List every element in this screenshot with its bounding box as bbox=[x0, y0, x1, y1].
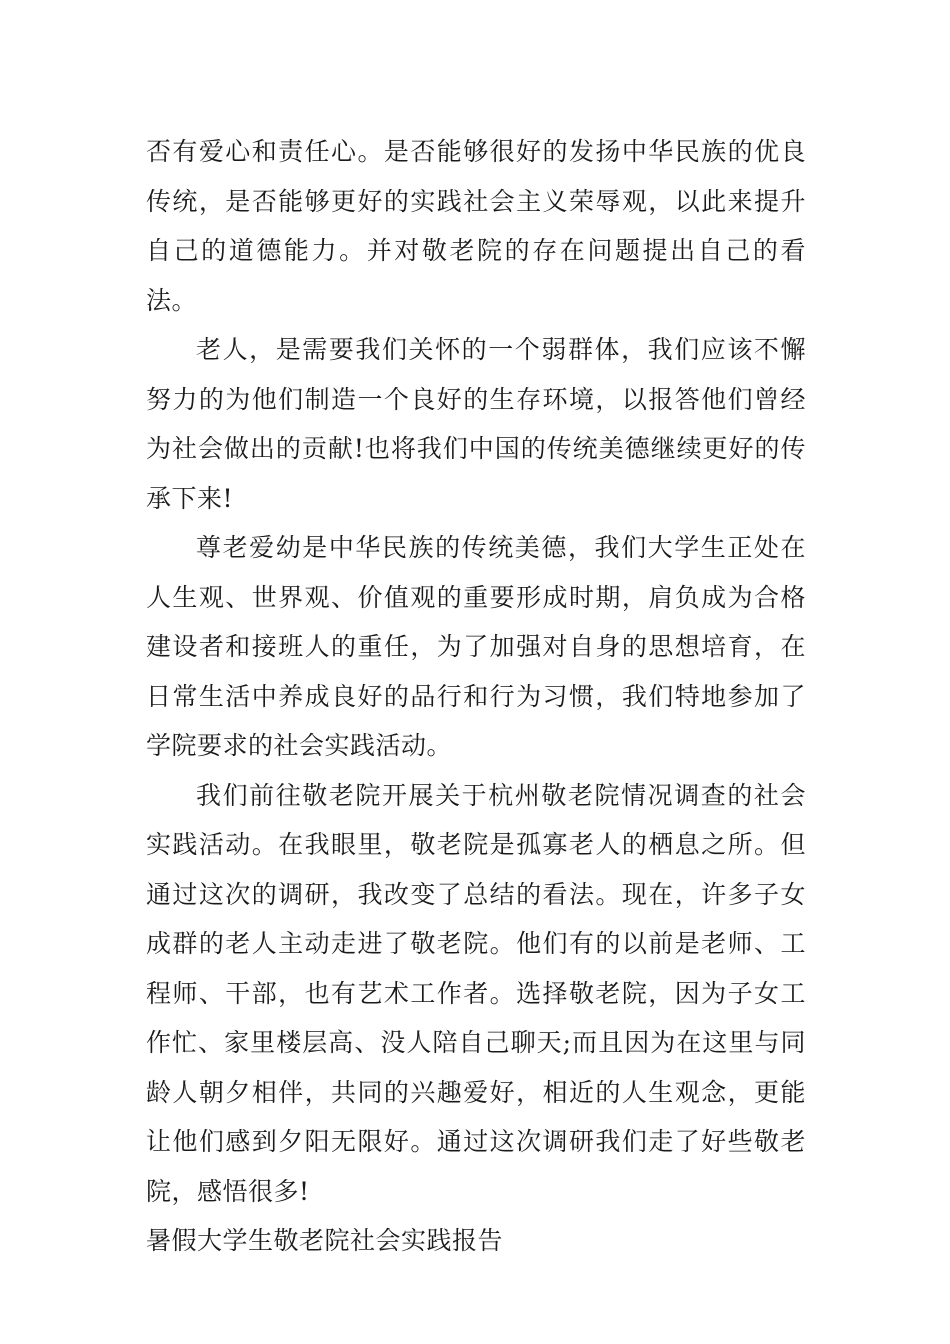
paragraph-2: 老人，是需要我们关怀的一个弱群体，我们应该不懈努力的为他们制造一个良好的生存环境，以报答他们曾经为社会做出的贡献!也将我们中国的传统美德继续更好的传承下来! bbox=[146, 335, 806, 513]
document-body bbox=[146, 127, 806, 1266]
paragraph-4: 我们前往敬老院开展关于杭州敬老院情况调查的社会实践活动。在我眼里，敬老院是孤寡老人的栖息之所。但通过这次的调研，我改变了总结的看法。现在，许多子女成群的老人主动走进了敬老院。他们有的以前是老师、工程师、干部，也有艺术工作者。选择敬老院，因为子女工作忙、家里楼层高、没人陪自己聊天;而且因为在这里与同龄人朝夕相伴，共同的兴趣爱好，相近的人生观念，更能让他们感到夕阳无限好。通过这次调研我们走了好些敬老院，感悟很多! bbox=[146, 780, 806, 1206]
section-heading: 暑假大学生敬老院社会实践报告 bbox=[146, 1226, 504, 1255]
paragraph-1: 否有爱心和责任心。是否能够很好的发扬中华民族的优良传统，是否能够更好的实践社会主义荣辱观，以此来提升自己的道德能力。并对敬老院的存在问题提出自己的看法。 bbox=[146, 137, 806, 315]
paragraph-3: 尊老爱幼是中华民族的传统美德，我们大学生正处在人生观、世界观、价值观的重要形成时期，肩负成为合格建设者和接班人的重任，为了加强对自身的思想培育，在日常生活中养成良好的品行和行为习惯，我们特地参加了学院要求的社会实践活动。 bbox=[146, 533, 806, 760]
